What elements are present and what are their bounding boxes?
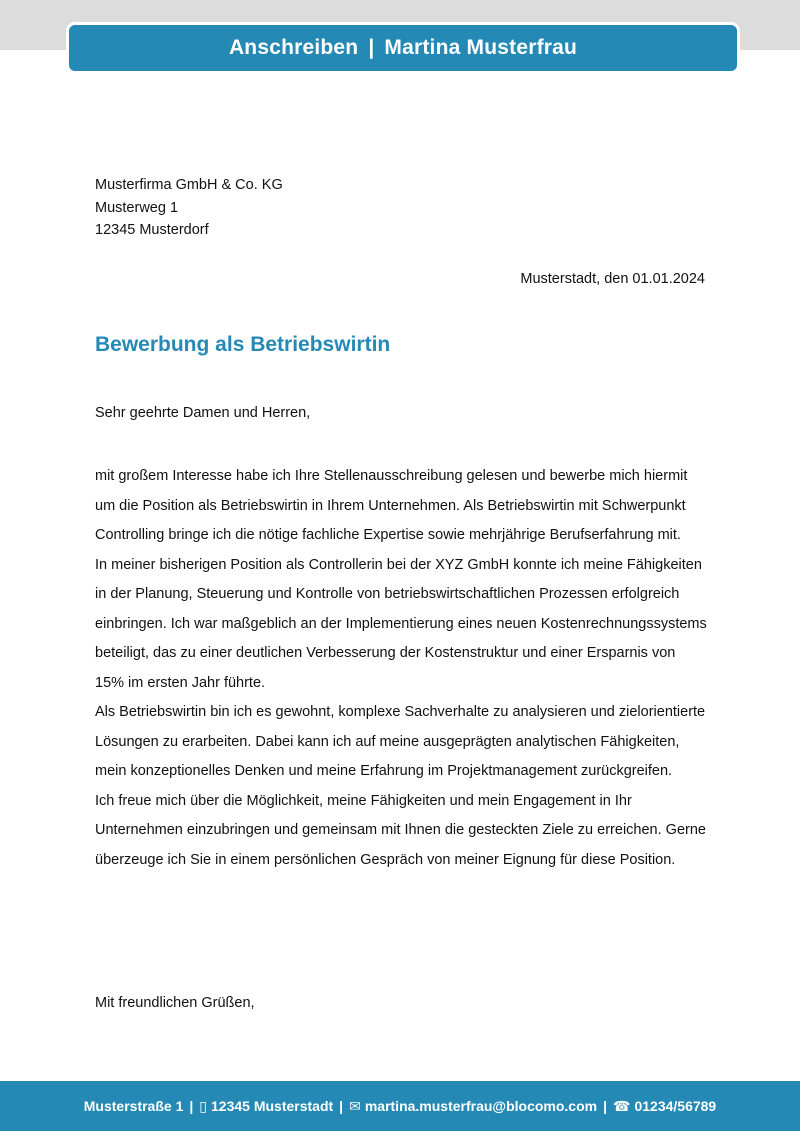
body-paragraph: Als Betriebswirtin bin ich es gewohnt, komplexe Sachverhalte zu analysieren und zielorientierte Lösungen zu erarbeiten. Dabei kann ich auf meine ausgeprägten analytischen Fähigkeiten, mein konzeptionelles Denken und meine Erfahrung im Projektmanagement zurückgreifen. <box>95 704 706 779</box>
body-paragraph: Ich freue mich über die Möglichkeit, meine Fähigkeiten und mein Engagement in Ihr Unternehmen einzubringen und gemeinsam mit Ihnen die gesteckten Ziele zu erreichen. Gerne überzeuge ich Sie in einem persönlichen Gespräch von meiner Eignung für diese Position. <box>95 792 706 868</box>
envelope-icon: ✉ <box>349 1097 361 1114</box>
header-title-name: Martina Musterfrau <box>384 36 578 59</box>
recipient-company: Musterfirma GmbH & Co. KG <box>95 177 283 193</box>
footer-street: Musterstraße 1 <box>83 1098 184 1114</box>
footer-contact-bar <box>0 1081 800 1131</box>
phone-icon: ☎ <box>613 1097 631 1114</box>
date-line: Musterstadt, den 01.01.2024 <box>520 271 705 287</box>
recipient-address <box>95 174 283 242</box>
footer-phone: 01234/56789 <box>634 1098 717 1114</box>
footer-separator: | <box>339 1098 344 1114</box>
header-separator: | <box>368 36 375 59</box>
letter-body <box>95 462 707 875</box>
header-title-bar <box>66 22 740 74</box>
letter-subject: Bewerbung als Betriebswirtin <box>95 333 391 356</box>
closing: Mit freundlichen Grüßen, <box>95 995 255 1011</box>
body-paragraph: In meiner bisherigen Position als Controllerin bei der XYZ GmbH konnte ich meine Fähigkeiten in der Planung, Steuerung und Kontrolle von betriebswirtschaftlichen Prozessen erfolgreich einbringen. Ich war maßgeblich an der Implementierung eines neuen Kostenrechnungssystems beteiligt, das zu einer deutlichen Verbesserung der Kostenstruktur und einer Ersparnis von 15% im ersten Jahr führte. <box>95 556 707 691</box>
salutation: Sehr geehrte Damen und Herren, <box>95 405 311 421</box>
recipient-street: Musterweg 1 <box>95 199 179 216</box>
footer-city: 12345 Musterstadt <box>211 1098 334 1114</box>
footer-separator: | <box>189 1098 194 1114</box>
recipient-city: 12345 Musterdorf <box>95 222 209 238</box>
body-paragraph: mit großem Interesse habe ich Ihre Stellenausschreibung gelesen und bewerbe mich hiermit um die Position als Betriebswirtin in Ihrem Unternehmen. Als Betriebswirtin mit Schwerpunkt Controlling bringe ich die nötige fachliche Expertise sowie mehrjährige Berufserfahrung mit. <box>95 468 688 543</box>
location-icon: ▯ <box>199 1097 207 1114</box>
header-title-document: Anschreiben <box>228 36 359 59</box>
footer-separator: | <box>603 1098 608 1114</box>
footer-email: martina.musterfrau@blocomo.com <box>364 1098 598 1114</box>
